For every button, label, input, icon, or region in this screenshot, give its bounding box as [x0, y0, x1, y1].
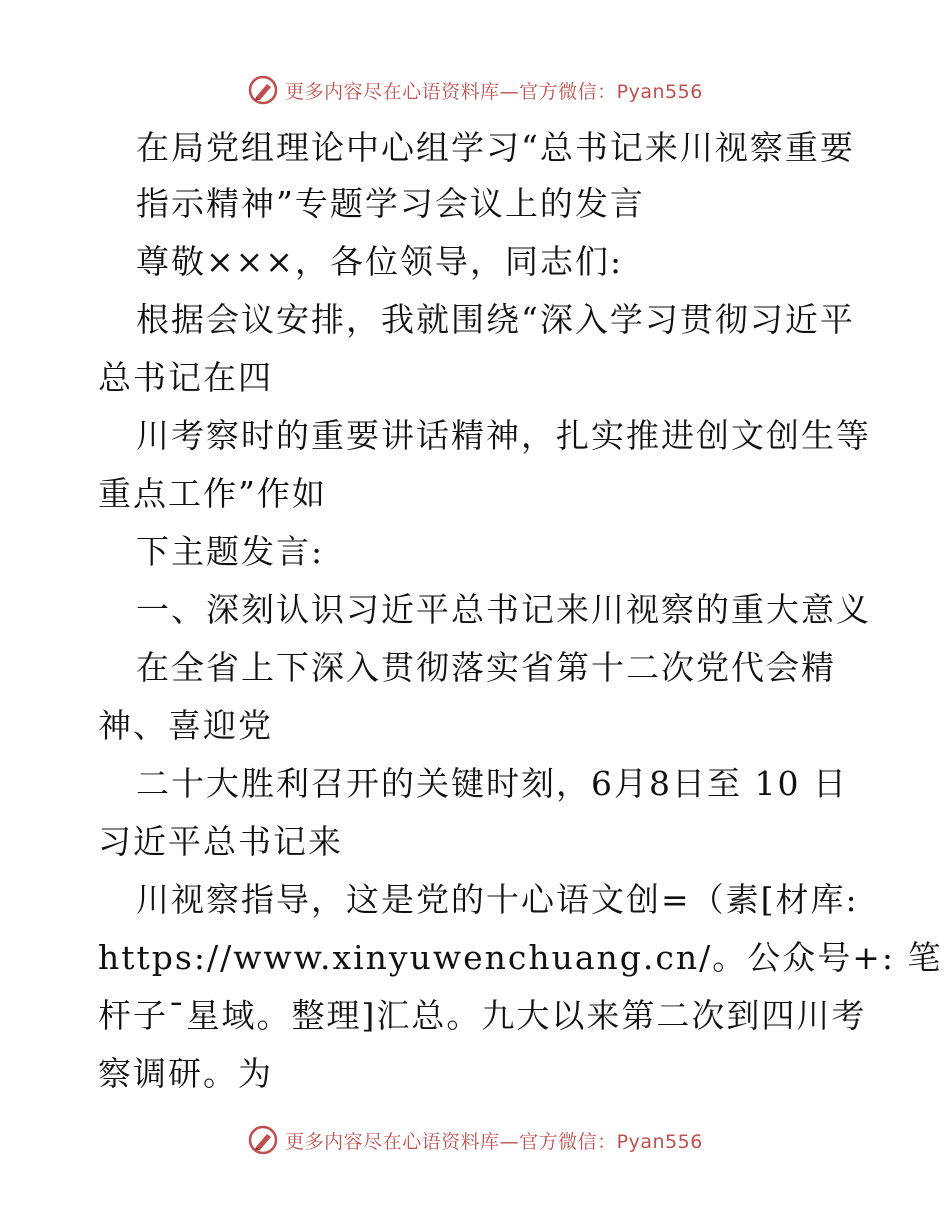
- doc-title-line-1: 在局党组理论中心组学习“总书记来川视察重要: [136, 128, 855, 167]
- doc-paragraph-line: https://www.xinyuwenchuang.cn/。公众号+: 笔: [98, 938, 943, 977]
- doc-paragraph-line: 二十大胜利召开的关键时刻，6月8日至 10 日: [136, 764, 848, 803]
- doc-paragraph-line: 杆子¯星域。整理]汇总。九大以来第二次到四川考: [98, 996, 867, 1035]
- pen-circle-icon: [247, 74, 279, 106]
- footer-watermark-content: [247, 1124, 703, 1156]
- doc-paragraph-line: 神、喜迎党: [98, 706, 273, 745]
- doc-paragraph-line: 在全省上下深入贯彻落实省第十二次党代会精: [136, 648, 836, 687]
- doc-section-heading: 一、深刻认识习近平总书记来川视察的重大意义: [136, 590, 871, 629]
- doc-salutation: 尊敬×××，各位领导，同志们:: [136, 242, 624, 281]
- footer-watermark-text: 更多内容尽在心语资料库—官方微信：Pyan556: [285, 1130, 703, 1153]
- doc-paragraph-line: 总书记在四: [98, 358, 273, 397]
- doc-paragraph-line: 下主题发言:: [136, 532, 325, 571]
- header-watermark: [0, 70, 950, 110]
- header-watermark-text: 更多内容尽在心语资料库—官方微信：Pyan556: [285, 80, 703, 103]
- doc-paragraph-line: 川视察指导，这是党的十心语文创=（素[材库:: [136, 880, 859, 919]
- doc-paragraph-line: 习近平总书记来: [98, 822, 343, 861]
- footer-watermark: [0, 1120, 950, 1160]
- doc-paragraph-line: 川考察时的重要讲话精神，扎实推进创文创生等: [136, 416, 871, 455]
- doc-paragraph-line: 察调研。为: [98, 1054, 273, 1093]
- header-watermark-content: [247, 74, 703, 106]
- doc-paragraph-line: 重点工作”作如: [98, 474, 327, 513]
- pen-circle-icon: [247, 1124, 279, 1156]
- doc-title-line-2: 指示精神”专题学习会议上的发言: [136, 184, 645, 223]
- doc-paragraph-line: 根据会议安排，我就围绕“深入学习贯彻习近平: [136, 300, 855, 339]
